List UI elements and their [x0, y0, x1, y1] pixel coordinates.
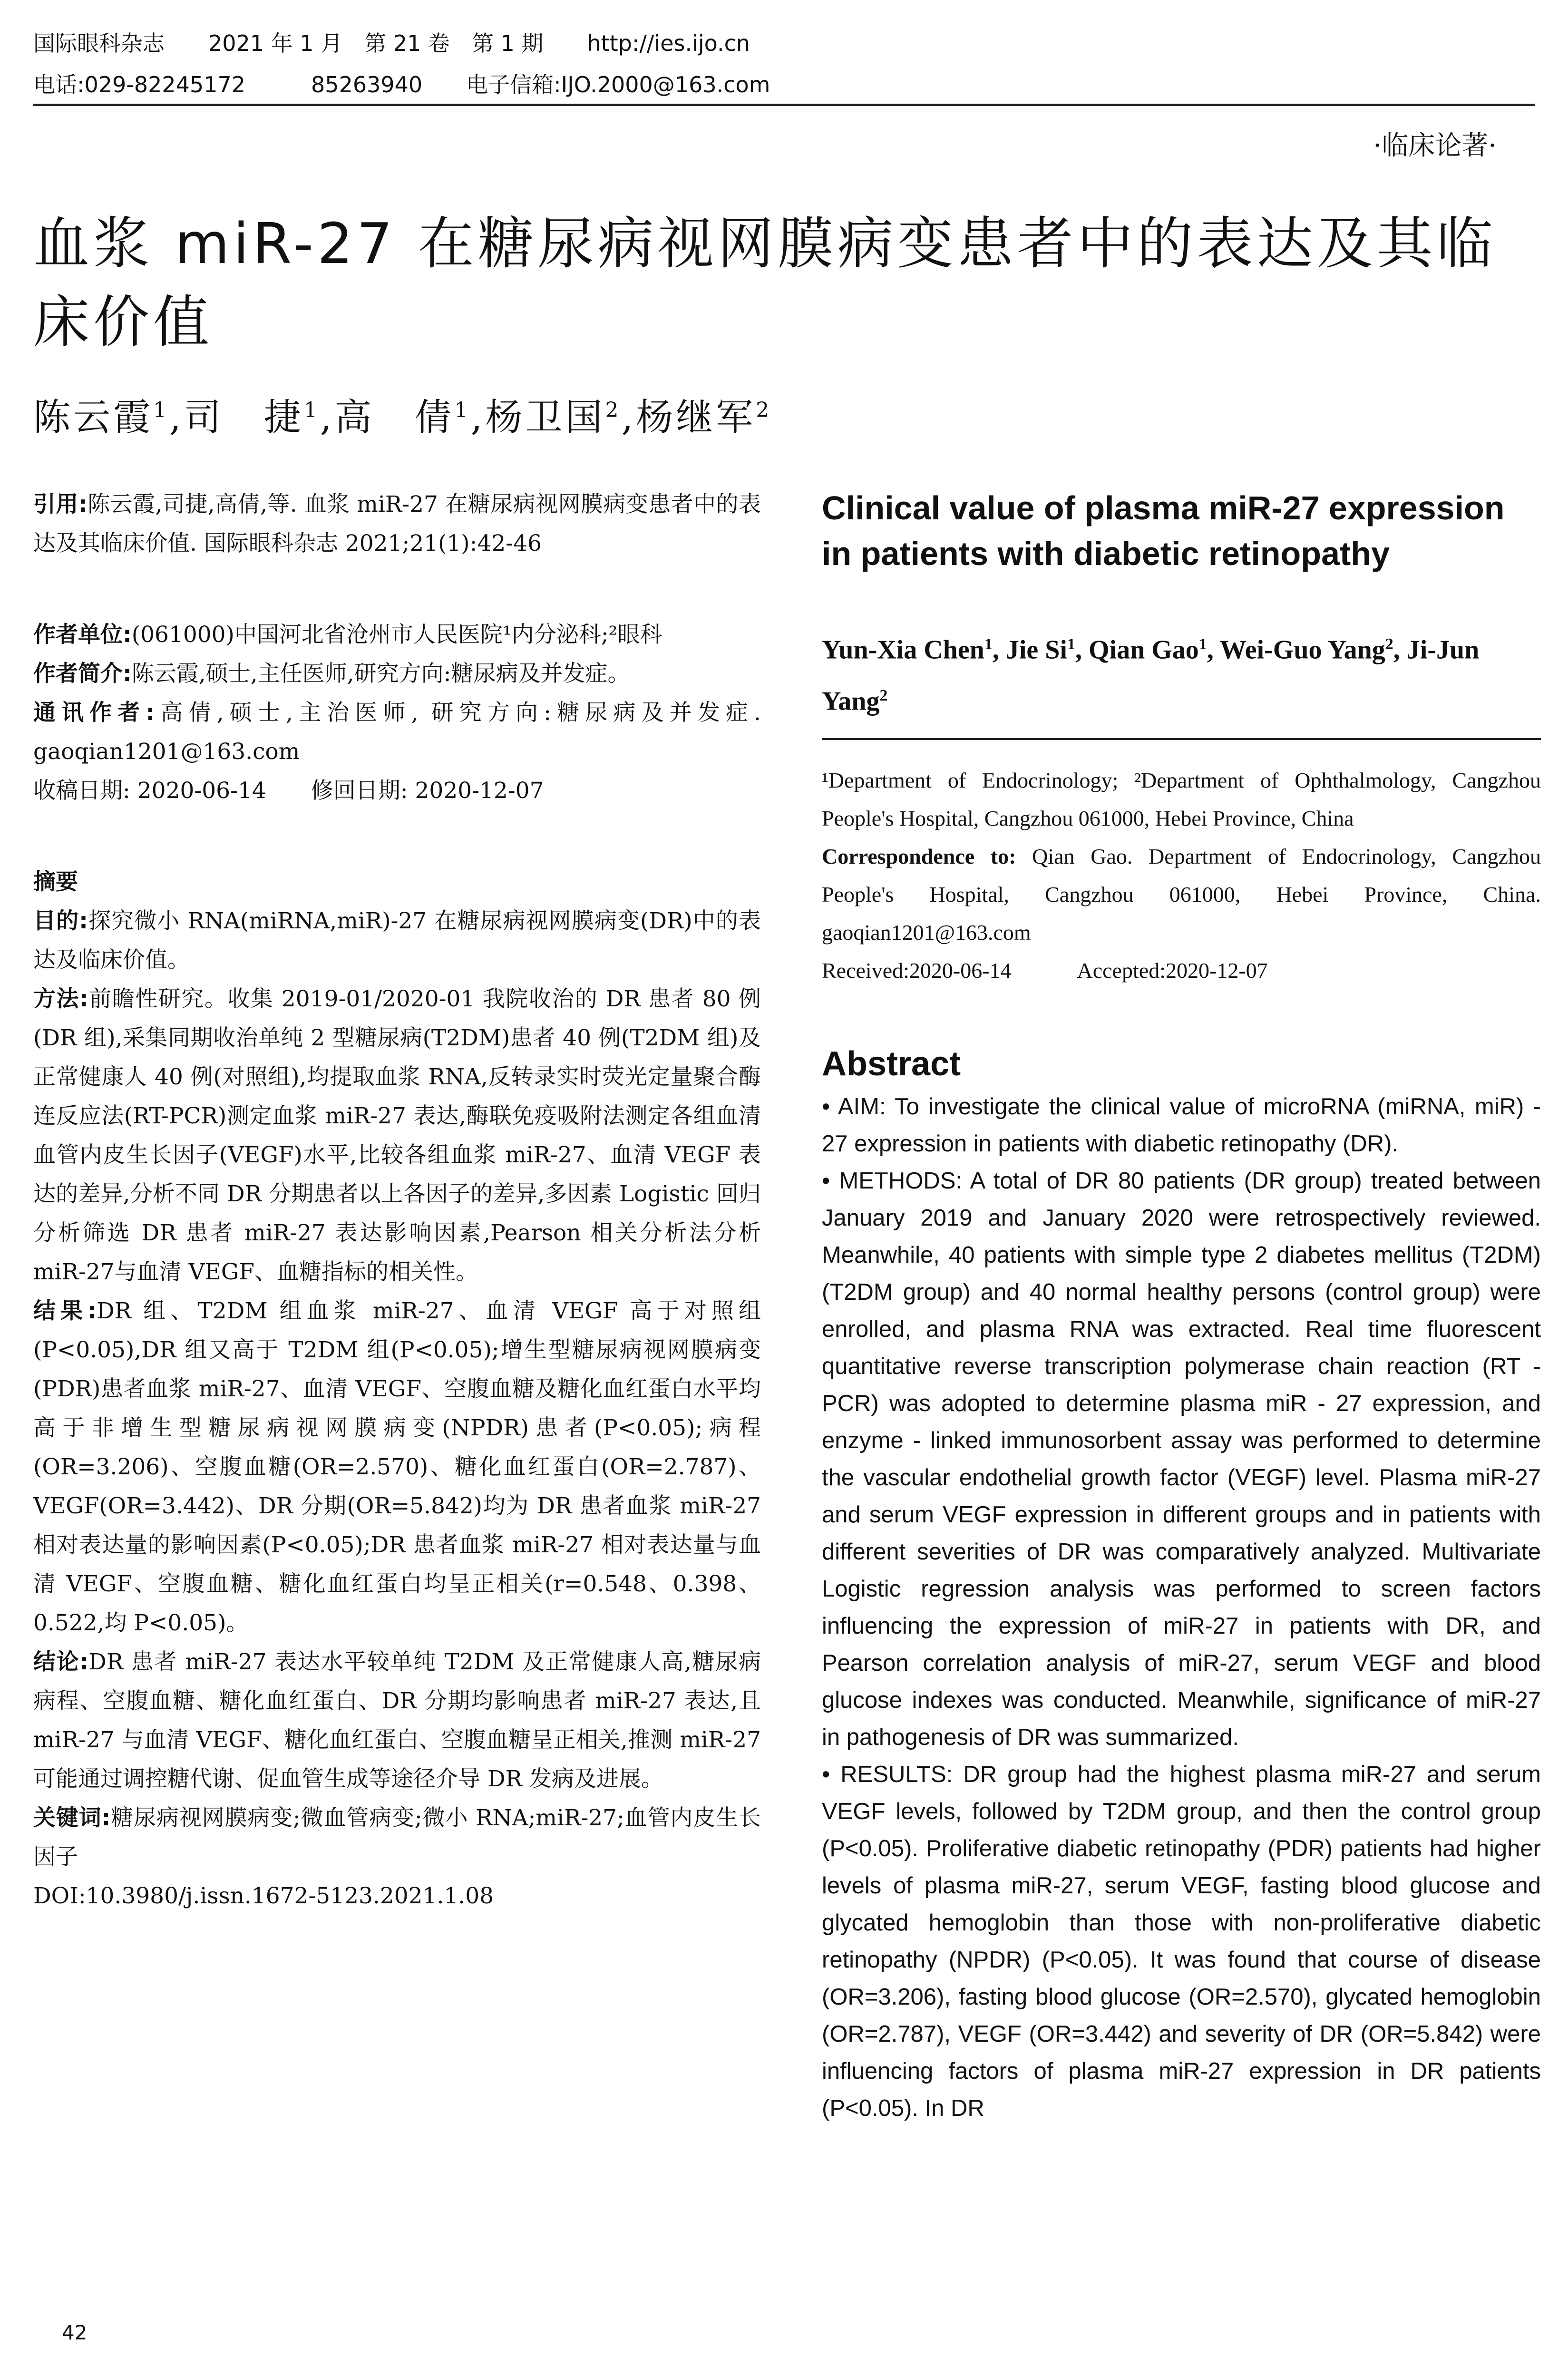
english-title: Clinical value of plasma miR-27 expression in patients with diabetic retinopathy: [822, 489, 1505, 572]
aim-label-en: • AIM:: [822, 1094, 886, 1120]
author-profile-text: 陈云霞,硕士,主任医师,研究方向:糖尿病及并发症。: [131, 661, 630, 687]
conclusion-text-cn: DR 患者 miR-27 表达水平较单纯 T2DM 及正常健康人高,糖尿病病程、空腹血糖、糖化血红蛋白、DR 分期均影响患者 miR-27 表达,且 miR-27 与血清 VEGF、糖化血红蛋白、空腹血糖呈正相关,推测 miR-27 可能通过调控糖代谢、促血管生成等途径介导 DR 发病及进展。: [33, 1649, 761, 1792]
author-unit: [33, 615, 761, 654]
conclusion-cn: [33, 1643, 761, 1799]
keywords-text-cn: 糖尿病视网膜病变;微血管病变;微小 RNA;miR-27;血管内皮生长因子: [33, 1805, 761, 1870]
english-affiliation-mark: 2: [1385, 635, 1393, 653]
abstract-heading-en: Abstract: [822, 1045, 961, 1083]
keywords-label-cn: 关键词:: [33, 1805, 111, 1831]
author-profile-label: 作者简介:: [33, 661, 132, 687]
english-author-name: Wei-Guo Yang: [1219, 635, 1385, 665]
english-dates: Received:2020-06-14 Accepted:2020-12-07: [822, 958, 1268, 983]
corresponding-author-label: 通讯作者:: [33, 700, 155, 726]
abstract-heading-cn: 摘要: [33, 869, 78, 895]
corresponding-author: [33, 693, 761, 771]
author-name: 高 倩: [334, 396, 455, 439]
english-author-name: Ji-Jun Yang: [822, 635, 1480, 716]
english-author-name: Yun-Xia Chen: [822, 635, 984, 665]
english-correspondence-label: Correspondence to:: [822, 844, 1016, 869]
results-cn: [33, 1292, 761, 1643]
conclusion-label-cn: 结论:: [33, 1649, 89, 1675]
aim-label-cn: 目的:: [33, 908, 88, 934]
results-text-en: DR group had the highest plasma miR-27 and serum VEGF levels, followed by T2DM group, and then the control group (P<0.05). Proliferative diabetic retinopathy (PDR) patients had higher levels of plasma miR-27, serum VEGF, fasting blood glucose and glycated hemoglobin than those with non-proliferative diabetic retinopathy (NPDR) (P<0.05). It was found that course of disease (OR=3.206), fasting blood glucose (OR=2.570), glycated hemoglobin (OR=2.787), VEGF (OR=3.442) and severity of DR (OR=5.842) were influencing factors of plasma miR-27 expression in DR patients (P<0.05). In DR: [822, 1762, 1541, 2122]
results-label-en: • RESULTS:: [822, 1762, 953, 1788]
results-label-cn: 结果:: [33, 1298, 97, 1324]
author-name: 杨卫国: [485, 396, 605, 439]
english-author-name: Qian Gao: [1088, 635, 1199, 665]
english-author-name: Jie Si: [1005, 635, 1067, 665]
received-revised-dates: 收稿日期: 2020-06-14 修回日期: 2020-12-07: [33, 778, 544, 804]
citation: [33, 485, 761, 563]
author-affiliation-mark: 1: [303, 398, 320, 422]
results-en: [822, 1756, 1541, 2127]
author-name: 司 捷: [184, 396, 304, 439]
results-text-cn: DR 组、T2DM 组血浆 miR-27、血清 VEGF 高于对照组(P<0.05),DR 组又高于 T2DM 组(P<0.05);增生型糖尿病视网膜病变(PDR)患者血浆 miR-27、血清 VEGF、空腹血糖及糖化血红蛋白水平均高于非增生型糖尿病视网膜病变(NPDR)患者(P<0.05);病程(OR=3.206)、空腹血糖(OR=2.570)、糖化血红蛋白(OR=2.787)、VEGF(OR=3.442)、DR 分期(OR=5.842)均为 DR 患者血浆 miR-27 相对表达量的影响因素(P<0.05);DR 患者血浆 miR-27 相对表达量与血清 VEGF、空腹血糖、糖化血红蛋白均呈正相关(r=0.548、0.398、0.522,均 P<0.05)。: [33, 1298, 761, 1636]
english-affiliation-mark: 1: [984, 635, 993, 653]
methods-text-cn: 前瞻性研究。收集 2019-01/2020-01 我院收治的 DR 患者 80 例(DR 组),采集同期收治单纯 2 型糖尿病(T2DM)患者 40 例(T2DM 组)及正常健康人 40 例(对照组),均提取血浆 RNA,反转录实时荧光定量聚合酶连反应法(RT-PCR)测定血浆 miR-27 表达,酶联免疫吸附法测定各组血清血管内皮生长因子(VEGF)水平,比较各组血浆 miR-27、血清 VEGF 表达的差异,分析不同 DR 分期患者以上各因子的差异,多因素 Logistic 回归分析筛选 DR 患者 miR-27 表达影响因素,Pearson 相关分析法分析 miR-27与血清 VEGF、血糖指标的相关性。: [33, 986, 761, 1285]
author-profile: [33, 654, 761, 693]
methods-label-en: • METHODS:: [822, 1168, 963, 1194]
english-title-divider: [822, 738, 1541, 740]
aim-text-en: To investigate the clinical value of microRNA (miRNA, miR) - 27 expression in patients with diabetic retinopathy (DR).: [822, 1094, 1541, 1157]
english-affiliation-mark: 2: [879, 686, 888, 704]
corresponding-author-text: 高倩,硕士,主治医师, 研究方向:糖尿病及并发症. gaoqian1201@163.com: [33, 700, 761, 765]
journal-header-line2: 电话:029-82245172 85263940 电子信箱:IJO.2000@163.com: [33, 72, 770, 97]
page-number: 42: [62, 2321, 88, 2344]
english-correspondence-text: Qian Gao. Department of Endocrinology, Cangzhou People's Hospital, Cangzhou 061000, Hebei Province, China. gaoqian1201@163.com: [822, 844, 1541, 945]
methods-en: [822, 1162, 1541, 1756]
aim-en: [822, 1088, 1541, 1162]
methods-label-cn: 方法:: [33, 986, 88, 1012]
chinese-column: [33, 485, 761, 1916]
english-column: [822, 485, 1541, 2127]
author-affiliation-mark: 1: [454, 398, 471, 422]
methods-text-en: A total of DR 80 patients (DR group) treated between January 2019 and January 2020 were retrospectively reviewed. Meanwhile, 40 patients with simple type 2 diabetes mellitus (T2DM) (T2DM group) and 40 normal healthy persons (control group) were enrolled, and plasma RNA was extracted. Real time fluorescent quantitative reverse transcription polymerase chain reaction (RT - PCR) was adopted to determine plasma miR - 27 expression, and enzyme - linked immunosorbent assay was performed to determine the vascular endothelial growth factor (VEGF) level. Plasma miR-27 and serum VEGF expression in different groups and in patients with different severities of DR was comparatively analyzed. Multivariate Logistic regression analysis was performed to screen factors influencing the expression of miR-27 in patients with DR, and Pearson correlation analysis of miR-27, serum VEGF and blood glucose indexes was conducted. Meanwhile, significance of miR-27 in pathogenesis of DR was summarized.: [822, 1168, 1541, 1751]
english-affiliation-mark: 1: [1198, 635, 1207, 653]
author-unit-label: 作者单位:: [33, 622, 132, 648]
citation-text: 陈云霞,司捷,高倩,等. 血浆 miR-27 在糖尿病视网膜病变患者中的表达及其临床价值. 国际眼科杂志 2021;21(1):42-46: [33, 491, 761, 556]
methods-cn: [33, 980, 761, 1292]
header-divider: [33, 104, 1535, 106]
aim-text-cn: 探究微小 RNA(miRNA,miR)-27 在糖尿病视网膜病变(DR)中的表达及临床价值。: [33, 908, 761, 973]
author-list: 陈云霞$^1$,司 捷$^1$,高 倩$^1$,杨卫国$^2$,杨继军$^2$: [33, 396, 772, 439]
aim-cn: [33, 902, 761, 980]
author-affiliation-mark: 2: [756, 398, 772, 422]
english-correspondence: [822, 838, 1541, 952]
author-unit-text: (061000)中国河北省沧州市人民医院¹内分泌科;²眼科: [131, 622, 662, 648]
author-name: 杨继军: [636, 396, 756, 439]
english-author-list: Yun-Xia Chen$^1$, Jie Si$^1$, Qian Gao$^1$, Wei-Guo Yang$^2$, Ji-Jun Yang$^2$: [822, 635, 1480, 716]
author-affiliation-mark: 2: [605, 398, 622, 422]
author-name: 陈云霞: [33, 396, 154, 439]
author-affiliation-mark: 1: [153, 398, 170, 422]
english-affiliation: ¹Department of Endocrinology; ²Department of Ophthalmology, Cangzhou People's Hospital, Cangzhou 061000, Hebei Province, China: [822, 768, 1541, 831]
english-affiliation-mark: 1: [1067, 635, 1075, 653]
citation-label: 引用:: [33, 491, 88, 517]
keywords-cn: [33, 1799, 761, 1877]
article-title: 血浆 miR-27 在糖尿病视网膜病变患者中的表达及其临床价值: [33, 211, 1497, 355]
journal-header-line1: 国际眼科杂志 2021 年 1 月 第 21 卷 第 1 期 http://ies.ijo.cn: [33, 30, 750, 56]
section-label: ·临床论著·: [1373, 130, 1497, 161]
doi: DOI:10.3980/j.issn.1672-5123.2021.1.08: [33, 1883, 494, 1909]
